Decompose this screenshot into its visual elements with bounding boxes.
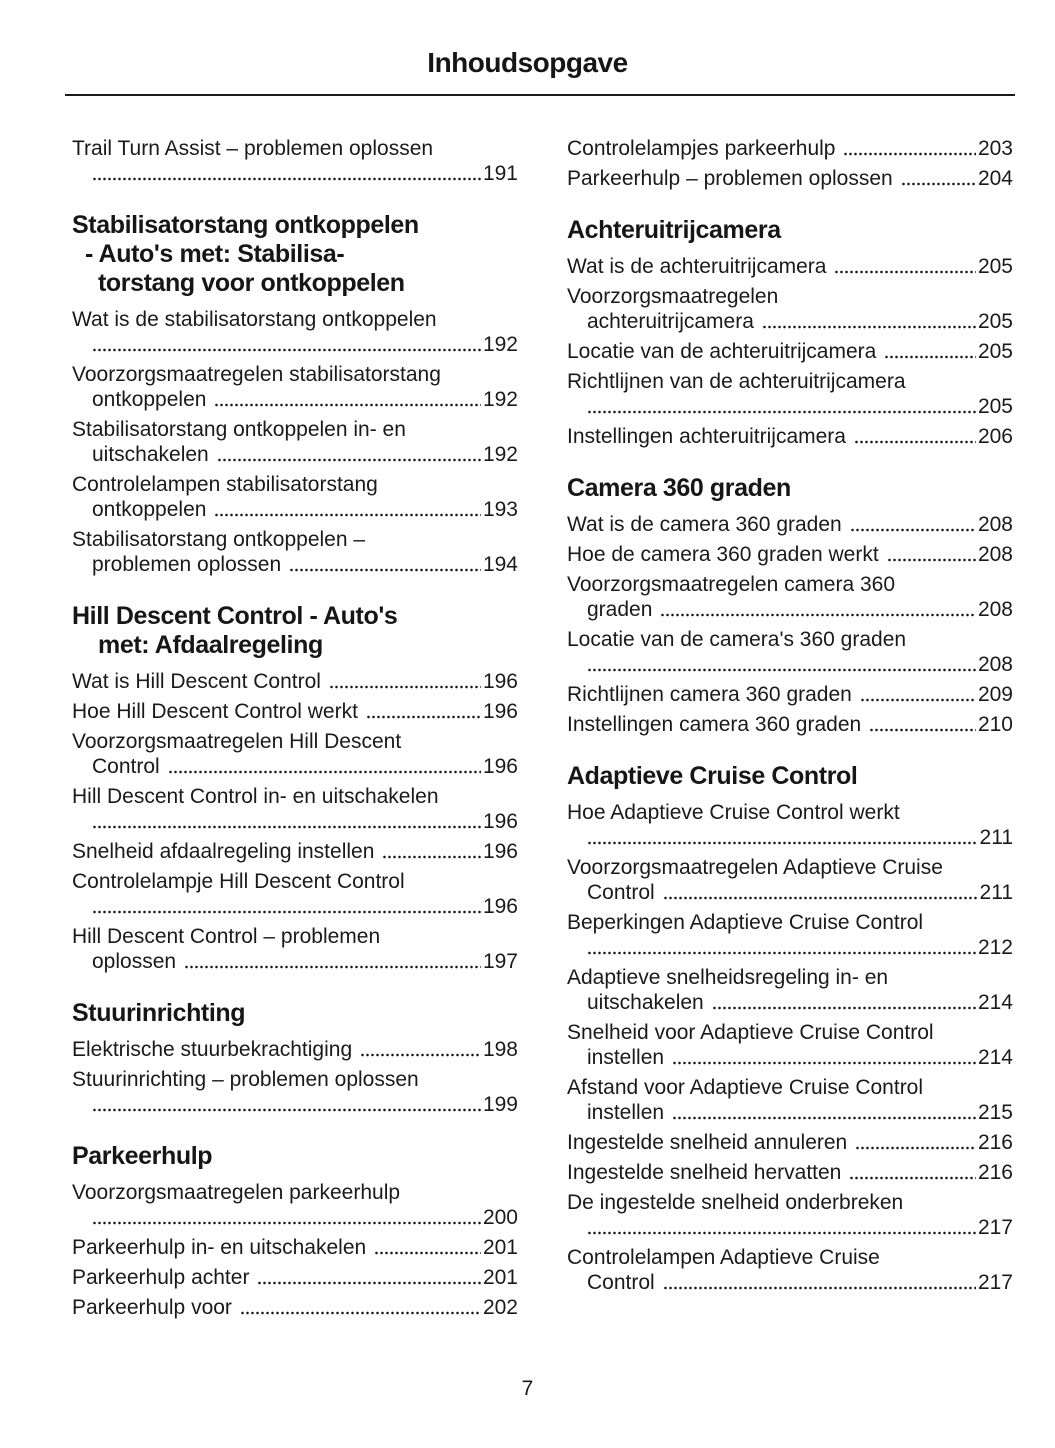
toc-entry-last-line	[567, 682, 1013, 707]
toc-entry-text: problemen oplossen	[92, 553, 282, 576]
toc-entry[interactable]	[72, 136, 518, 186]
toc-column-left	[72, 136, 518, 1325]
dot-leader	[92, 1221, 481, 1225]
toc-entry-page-number: 211	[979, 826, 1013, 849]
toc-entry-page-number: 214	[977, 1046, 1013, 1069]
dot-leader	[884, 355, 976, 359]
toc-entry-page-number: 215	[977, 1101, 1013, 1124]
toc-entry[interactable]	[567, 1245, 1013, 1295]
toc-entry-text: graden	[587, 598, 653, 621]
toc-entry-last-line	[72, 1037, 518, 1062]
section-heading	[72, 1142, 518, 1171]
toc-entry-page-number: 209	[977, 683, 1013, 706]
section-heading-line: Stuurinrichting	[72, 999, 246, 1027]
toc-entry-page-number: 201	[482, 1266, 518, 1289]
toc-entry-text: Voorzorgsmaatregelen Adaptieve Cruise	[567, 856, 943, 879]
dot-leader	[901, 182, 976, 186]
toc-entry-text: Parkeerhulp voor	[72, 1296, 232, 1319]
toc-entry[interactable]	[567, 712, 1013, 737]
dot-leader	[92, 348, 481, 352]
toc-entry-last-line	[567, 254, 1013, 279]
toc-entry[interactable]	[567, 512, 1013, 537]
dot-leader	[834, 270, 975, 274]
toc-entry[interactable]	[567, 1130, 1013, 1155]
toc-entry-last-line	[72, 332, 518, 357]
toc-entry-text: Hoe de camera 360 graden werkt	[567, 543, 879, 566]
toc-entry[interactable]	[72, 472, 518, 522]
toc-entry-text: Afstand voor Adaptieve Cruise Control	[567, 1076, 924, 1099]
toc-entry-text: Trail Turn Assist – problemen oplossen	[72, 137, 434, 160]
toc-entry-last-line	[567, 512, 1013, 537]
toc-entry-last-line	[72, 699, 518, 724]
toc-entry[interactable]	[72, 669, 518, 694]
toc-entry-text: Controlelampje Hill Descent Control	[72, 870, 405, 893]
page-number: 7	[521, 1377, 534, 1400]
toc-entry[interactable]	[72, 1235, 518, 1260]
toc-entry-text: Elektrische stuurbekrachtiging	[72, 1038, 353, 1061]
toc-entry-page-number: 196	[482, 840, 518, 863]
toc-entry-text: Instellingen camera 360 graden	[567, 713, 862, 736]
dot-leader	[168, 770, 481, 774]
toc-entry-text: Beperkingen Adaptieve Cruise Control	[567, 911, 924, 934]
toc-entry[interactable]	[72, 729, 518, 779]
toc-entry-text: Wat is de camera 360 graden	[567, 513, 842, 536]
toc-entry-last-line	[567, 309, 1013, 334]
toc-entry-page-number: 198	[482, 1038, 518, 1061]
toc-entry-text: De ingestelde snelheid onderbreken	[567, 1191, 904, 1214]
dot-leader	[587, 1231, 976, 1235]
toc-entry-text: Control	[587, 881, 655, 904]
toc-entry-page-number: 210	[977, 713, 1013, 736]
toc-entry-page-number: 205	[977, 310, 1013, 333]
toc-entry-text: Snelheid voor Adaptieve Cruise Control	[567, 1021, 934, 1044]
toc-entry-last-line	[72, 552, 518, 577]
section-heading	[72, 211, 518, 298]
dot-leader	[366, 715, 481, 719]
toc-entry-page-number: 205	[977, 395, 1013, 418]
toc-entry-text: Control	[587, 1271, 655, 1294]
toc-entry-text: oplossen	[92, 950, 177, 973]
toc-entry-page-number: 212	[977, 936, 1013, 959]
toc-entry[interactable]	[72, 417, 518, 467]
section-heading-line: torstang voor ontkoppelen	[98, 269, 405, 297]
dot-leader	[672, 1061, 976, 1065]
toc-entry-page-number: 200	[482, 1206, 518, 1229]
dot-leader	[663, 896, 978, 900]
toc-entry-text: Stabilisatorstang ontkoppelen in- en	[72, 418, 406, 441]
section-heading-line: Achteruitrijcamera	[567, 216, 781, 244]
dot-leader	[869, 728, 976, 732]
section-heading-line: met: Afdaalregeling	[98, 631, 323, 659]
toc-entry-page-number: 192	[482, 333, 518, 356]
toc-entry-last-line	[72, 161, 518, 186]
toc-entry-text: instellen	[587, 1101, 665, 1124]
toc-entry-text: Wat is de achteruitrijcamera	[567, 255, 827, 278]
dot-leader	[92, 825, 481, 829]
toc-entry[interactable]	[72, 784, 518, 834]
toc-entry[interactable]	[567, 682, 1013, 707]
toc-entry[interactable]	[567, 965, 1013, 1015]
dot-leader	[92, 177, 481, 181]
toc-entry-last-line	[567, 597, 1013, 622]
toc-entry-page-number: 205	[977, 255, 1013, 278]
toc-entry-page-number: 208	[977, 513, 1013, 536]
toc-entry[interactable]	[72, 839, 518, 864]
toc-entry-text: Locatie van de achteruitrijcamera	[567, 340, 877, 363]
toc-entry-text: Locatie van de camera's 360 graden	[567, 628, 907, 651]
toc-entry-last-line	[567, 1100, 1013, 1125]
toc-entry-last-line	[567, 712, 1013, 737]
toc-entry-page-number: 203	[977, 137, 1013, 160]
toc-entry[interactable]	[72, 1295, 518, 1320]
toc-entry-last-line	[567, 1160, 1013, 1185]
page-title: Inhoudsopgave	[427, 47, 628, 78]
toc-entry[interactable]	[567, 166, 1013, 191]
toc-entry-text: ontkoppelen	[92, 388, 207, 411]
dot-leader	[374, 1251, 481, 1255]
toc-entry[interactable]	[567, 369, 1013, 419]
toc-entry[interactable]	[567, 542, 1013, 567]
toc-entry-page-number: 196	[482, 895, 518, 918]
toc-entry-text: Hoe Hill Descent Control werkt	[72, 700, 358, 723]
toc-entry-last-line	[72, 1295, 518, 1320]
toc-entry-text: Hoe Adaptieve Cruise Control werkt	[567, 801, 900, 824]
toc-entry-page-number: 194	[482, 553, 518, 576]
toc-entry-text: Ingestelde snelheid hervatten	[567, 1161, 842, 1184]
dot-leader	[217, 458, 481, 462]
toc-entry-page-number: 196	[482, 700, 518, 723]
toc-entry-text: Snelheid afdaalregeling instellen	[72, 840, 375, 863]
toc-column-right	[567, 136, 1013, 1325]
toc-entry-text: Ingestelde snelheid annuleren	[567, 1131, 848, 1154]
dot-leader	[587, 841, 978, 845]
dot-leader	[214, 403, 481, 407]
toc-entry-last-line	[72, 754, 518, 779]
toc-entry-text: achteruitrijcamera	[587, 310, 754, 333]
section-heading-line: Camera 360 graden	[567, 474, 791, 502]
toc-entry-text: Instellingen achteruitrijcamera	[567, 425, 846, 448]
dot-leader	[712, 1006, 976, 1010]
toc-entry-page-number: 192	[482, 388, 518, 411]
toc-entry-last-line	[567, 990, 1013, 1015]
toc-entry-last-line	[72, 894, 518, 919]
dot-leader	[214, 513, 481, 517]
dot-leader	[660, 613, 976, 617]
toc-entry-page-number: 196	[482, 810, 518, 833]
toc-entry-text: Voorzorgsmaatregelen parkeerhulp	[72, 1181, 401, 1204]
toc-entry-page-number: 205	[977, 340, 1013, 363]
toc-entry-page-number: 199	[482, 1093, 518, 1116]
toc-entry-text: Stabilisatorstang ontkoppelen –	[72, 528, 366, 551]
toc-entry[interactable]	[567, 910, 1013, 960]
toc-entry[interactable]	[567, 800, 1013, 850]
toc-entry[interactable]	[72, 1037, 518, 1062]
dot-leader	[843, 152, 975, 156]
dot-leader	[762, 325, 976, 329]
section-heading-line: Adaptieve Cruise Control	[567, 762, 858, 790]
toc-entry[interactable]	[567, 1160, 1013, 1185]
toc-entry-page-number: 216	[977, 1131, 1013, 1154]
toc-entry-page-number: 217	[977, 1216, 1013, 1239]
section-heading	[72, 602, 518, 660]
toc-entry-page-number: 196	[482, 755, 518, 778]
toc-entry-page-number: 214	[977, 991, 1013, 1014]
toc-entry[interactable]	[72, 869, 518, 919]
dot-leader	[855, 1146, 976, 1150]
toc-entry-last-line	[567, 394, 1013, 419]
toc-entry[interactable]	[567, 627, 1013, 677]
toc-entry[interactable]	[567, 136, 1013, 161]
toc-entry-last-line	[567, 542, 1013, 567]
toc-entry-text: Stuurinrichting – problemen oplossen	[72, 1068, 419, 1091]
toc-entry-text: instellen	[587, 1046, 665, 1069]
toc-entry[interactable]	[567, 339, 1013, 364]
dot-leader	[849, 1176, 976, 1180]
toc-entry-text: Adaptieve snelheidsregeling in- en	[567, 966, 889, 989]
toc-entry-page-number: 204	[977, 167, 1013, 190]
toc-entry-page-number: 201	[482, 1236, 518, 1259]
dot-leader	[587, 668, 976, 672]
toc-entry-last-line	[72, 809, 518, 834]
toc-entry[interactable]	[567, 1190, 1013, 1240]
toc-entry-text: Richtlijnen van de achteruitrijcamera	[567, 370, 906, 393]
toc-entry-page-number: 217	[977, 1271, 1013, 1294]
toc-entry[interactable]	[72, 527, 518, 577]
toc-entry-last-line	[72, 839, 518, 864]
toc-entry-last-line	[72, 1205, 518, 1230]
toc-entry-last-line	[567, 136, 1013, 161]
section-heading-line: - Auto's met: Stabilisa-	[85, 240, 345, 268]
dot-leader	[92, 1108, 481, 1112]
toc-entry-last-line	[72, 387, 518, 412]
section-heading-line: Parkeerhulp	[72, 1142, 213, 1170]
toc-entry-text: Wat is de stabilisatorstang ontkoppelen	[72, 308, 437, 331]
section-heading	[567, 474, 1013, 503]
toc-entry-text: Hill Descent Control – problemen	[72, 925, 381, 948]
dot-leader	[289, 568, 481, 572]
title-divider	[65, 94, 1015, 96]
toc-entry-text: Control	[92, 755, 160, 778]
toc-entry-last-line	[567, 1045, 1013, 1070]
toc-entry-page-number: 193	[482, 498, 518, 521]
dot-leader	[663, 1286, 976, 1290]
toc-entry[interactable]	[567, 284, 1013, 334]
toc-entry[interactable]	[72, 362, 518, 412]
toc-entry[interactable]	[72, 1067, 518, 1117]
toc-entry-last-line	[72, 949, 518, 974]
toc-entry-page-number: 202	[482, 1296, 518, 1319]
dot-leader	[240, 1311, 481, 1315]
toc-entry-last-line	[567, 339, 1013, 364]
dot-leader	[850, 528, 976, 532]
toc-entry-text: Voorzorgsmaatregelen Hill Descent	[72, 730, 402, 753]
toc-entry-page-number: 211	[979, 881, 1013, 904]
toc-entry-last-line	[567, 1215, 1013, 1240]
dot-leader	[672, 1116, 976, 1120]
dot-leader	[329, 685, 481, 689]
toc-entry-text: Wat is Hill Descent Control	[72, 670, 321, 693]
toc-entry[interactable]	[567, 855, 1013, 905]
toc-entry-text: Parkeerhulp achter	[72, 1266, 250, 1289]
toc-entry[interactable]	[567, 424, 1013, 449]
toc-entry-page-number: 208	[977, 653, 1013, 676]
toc-entry-text: Voorzorgsmaatregelen stabilisatorstang	[72, 363, 441, 386]
toc-entry-text: uitschakelen	[92, 443, 209, 466]
toc-entry-text: Parkeerhulp in- en uitschakelen	[72, 1236, 367, 1259]
section-heading	[567, 762, 1013, 791]
toc-columns	[72, 136, 1013, 1325]
toc-entry-text: ontkoppelen	[92, 498, 207, 521]
toc-entry-text: Controlelampen stabilisatorstang	[72, 473, 378, 496]
dot-leader	[184, 965, 481, 969]
toc-entry-last-line	[567, 825, 1013, 850]
toc-entry[interactable]	[567, 1020, 1013, 1070]
toc-entry-page-number: 208	[977, 598, 1013, 621]
section-heading-line: Hill Descent Control - Auto's	[72, 602, 398, 630]
section-heading	[72, 999, 518, 1028]
dot-leader	[382, 855, 481, 859]
dot-leader	[360, 1053, 481, 1057]
toc-entry-last-line	[567, 652, 1013, 677]
toc-entry-last-line	[567, 1270, 1013, 1295]
toc-entry-text: uitschakelen	[587, 991, 704, 1014]
toc-entry[interactable]	[72, 1180, 518, 1230]
toc-entry-page-number: 192	[482, 443, 518, 466]
toc-entry-page-number: 191	[482, 162, 518, 185]
toc-entry-page-number: 206	[977, 425, 1013, 448]
dot-leader	[860, 698, 976, 702]
toc-entry[interactable]	[567, 572, 1013, 622]
toc-entry-last-line	[567, 935, 1013, 960]
dot-leader	[257, 1281, 481, 1285]
toc-entry-last-line	[567, 880, 1013, 905]
toc-entry-last-line	[72, 497, 518, 522]
toc-entry[interactable]	[567, 254, 1013, 279]
toc-entry-page-number: 197	[482, 950, 518, 973]
toc-entry-last-line	[567, 1130, 1013, 1155]
toc-entry-last-line	[72, 669, 518, 694]
toc-entry-last-line	[72, 1092, 518, 1117]
toc-entry-last-line	[72, 1265, 518, 1290]
toc-entry[interactable]	[72, 307, 518, 357]
toc-entry-text: Voorzorgsmaatregelen camera 360	[567, 573, 896, 596]
section-heading-line: Stabilisatorstang ontkoppelen	[72, 211, 419, 239]
dot-leader	[887, 558, 976, 562]
toc-entry-text: Hill Descent Control in- en uitschakelen	[72, 785, 439, 808]
toc-entry-text: Voorzorgsmaatregelen	[567, 285, 779, 308]
dot-leader	[854, 440, 976, 444]
dot-leader	[587, 951, 976, 955]
toc-entry-last-line	[567, 166, 1013, 191]
toc-entry-last-line	[72, 1235, 518, 1260]
toc-entry[interactable]	[72, 699, 518, 724]
toc-entry-page-number: 208	[977, 543, 1013, 566]
toc-entry-last-line	[567, 424, 1013, 449]
toc-entry-text: Richtlijnen camera 360 graden	[567, 683, 852, 706]
toc-entry-page-number: 216	[977, 1161, 1013, 1184]
toc-entry-page-number: 196	[482, 670, 518, 693]
toc-entry-text: Controlelampjes parkeerhulp	[567, 137, 836, 160]
toc-entry[interactable]	[72, 924, 518, 974]
dot-leader	[92, 910, 481, 914]
dot-leader	[587, 410, 976, 414]
toc-entry[interactable]	[72, 1265, 518, 1290]
section-heading	[567, 216, 1013, 245]
toc-entry-text: Controlelampen Adaptieve Cruise	[567, 1246, 880, 1269]
toc-entry-last-line	[72, 442, 518, 467]
toc-entry[interactable]	[567, 1075, 1013, 1125]
toc-entry-text: Parkeerhulp – problemen oplossen	[567, 167, 893, 190]
